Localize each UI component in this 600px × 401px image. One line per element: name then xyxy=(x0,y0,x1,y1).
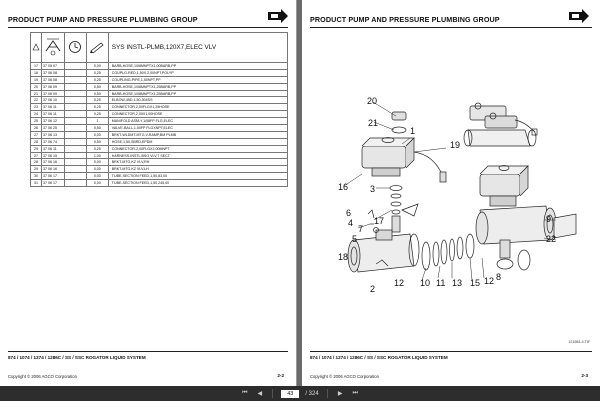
date-cell xyxy=(65,166,87,173)
parts-table-row xyxy=(31,125,288,132)
date-cell xyxy=(65,97,87,104)
right-page xyxy=(302,0,600,386)
parts-table-row xyxy=(31,97,288,104)
part-number: 37 06 16 xyxy=(42,159,65,166)
parts-table-row xyxy=(31,118,288,125)
callout-10: 10 xyxy=(420,278,431,288)
callout-6: 6 xyxy=(346,208,352,218)
right-footer-title: 874 / 1074 / 1274 / 1286C / SS / SSC ROGATOR LIQUID SYSTEM xyxy=(310,355,448,360)
part-number: 37 06 09 xyxy=(42,90,65,97)
callout-12: 12 xyxy=(484,276,495,286)
parts-table-row xyxy=(31,76,288,83)
part-number: 37 05 07 xyxy=(42,63,65,70)
quantity: 1,00 xyxy=(86,152,108,159)
item-number: 28 xyxy=(31,138,42,145)
part-description: MANIFOLD ASM-Y,1/08FP FLG,ELEC xyxy=(108,118,287,125)
parts-table-row xyxy=(31,180,288,187)
callout-20: 20 xyxy=(367,96,378,106)
callout-2: 2 xyxy=(370,284,376,294)
item-number: 19 xyxy=(31,76,42,83)
quantity: 0,50 xyxy=(86,90,108,97)
left-footer-title: 874 / 1074 / 1274 / 1286C / SS / SSC ROGATOR LIQUID SYSTEM xyxy=(8,355,146,360)
parts-table-row xyxy=(31,152,288,159)
part-description: BRKT-MTG,KZ VLV,RH xyxy=(108,159,287,166)
part-number: 37 06 11 xyxy=(42,111,65,118)
part-number: 37 06 17 xyxy=(42,180,65,187)
index-icon xyxy=(32,43,40,51)
part-description: CONNECTOR,2,00FLGX1,25HOSE xyxy=(108,104,287,111)
quantity: 0,00 xyxy=(86,180,108,187)
item-number: 25 xyxy=(31,118,42,125)
left-header-rule xyxy=(8,27,288,28)
next-page-icon[interactable]: ▶ xyxy=(337,391,343,397)
system-description: SYS INSTL-PLMB,120X7,ELEC VLV xyxy=(111,44,217,51)
item-number: 27 xyxy=(31,131,42,138)
part-number: 37 06 74 xyxy=(42,138,65,145)
date-cell xyxy=(65,152,87,159)
part-number: 37 06 16 xyxy=(42,166,65,173)
toolbar-separator xyxy=(272,389,273,398)
part-description: COUPLG-RED,1,50X,2,00NPT,POLYP xyxy=(108,69,287,76)
right-page-number: 2-3 xyxy=(581,373,588,378)
parts-table-row xyxy=(31,90,288,97)
right-page-header: PRODUCT PUMP AND PRESSURE PLUMBING GROUP xyxy=(310,15,500,24)
part-number: 37 06 13 xyxy=(42,131,65,138)
date-icon-cell xyxy=(65,33,87,63)
callout-8: 8 xyxy=(496,272,502,282)
date-cell xyxy=(65,104,87,111)
left-page xyxy=(0,0,297,386)
callout-21: 21 xyxy=(368,118,379,128)
callout-16: 16 xyxy=(338,182,349,192)
date-cell xyxy=(65,90,87,97)
parts-table-body xyxy=(31,63,288,187)
part-number: 37 06 17 xyxy=(42,173,65,180)
item-number: 29 xyxy=(31,145,42,152)
date-cell xyxy=(65,131,87,138)
manual-logo-icon xyxy=(567,8,591,24)
part-description: BARB-HOSE,1/08MNPTX1,25BARB,PP xyxy=(108,83,287,90)
item-number: 22 xyxy=(31,97,42,104)
callout-11: 11 xyxy=(436,278,446,288)
date-cell xyxy=(65,76,87,83)
callout-5: 5 xyxy=(352,234,358,244)
part-number: 37 06 12 xyxy=(42,118,65,125)
quantity: 1 xyxy=(86,118,108,125)
callout-17: 17 xyxy=(374,216,385,226)
quantity: 0,25 xyxy=(86,111,108,118)
parts-table-row xyxy=(31,138,288,145)
quantity: 0,50 xyxy=(86,125,108,132)
callout-4: 4 xyxy=(348,218,354,228)
pdf-toolbar xyxy=(0,386,600,401)
parts-table-row xyxy=(31,173,288,180)
part-number: 37 06 25 xyxy=(42,125,65,132)
callout-3: 3 xyxy=(370,184,376,194)
date-cell xyxy=(65,111,87,118)
callout-18: 18 xyxy=(338,252,349,262)
part-number: 37 06 15 xyxy=(42,152,65,159)
callout-15: 15 xyxy=(470,278,481,288)
date-cell xyxy=(65,125,87,132)
date-cell xyxy=(65,83,87,90)
date-cell xyxy=(65,145,87,152)
quantity: 0,50 xyxy=(86,138,108,145)
callout-1: 1 xyxy=(410,126,416,136)
quantity: 0,25 xyxy=(86,104,108,111)
manual-logo-icon xyxy=(266,8,290,24)
pencil-icon xyxy=(89,41,105,53)
part-number: 37 06 08 xyxy=(42,76,65,83)
callout-12: 12 xyxy=(394,278,405,288)
part-description: COUPLING-PIPE,1,50NPT,PP xyxy=(108,76,287,83)
quantity: 0,00 xyxy=(86,173,108,180)
item-number: 28 xyxy=(31,159,42,166)
part-number-icon-cell xyxy=(42,33,65,63)
parts-table-row xyxy=(31,131,288,138)
callout-19: 19 xyxy=(450,140,461,150)
page-number-input[interactable] xyxy=(281,390,299,398)
date-cell xyxy=(65,63,87,70)
part-number: 37 06 11 xyxy=(42,145,65,152)
part-description: HARNESS-INSTL,BSO VLV,7 SECT xyxy=(108,152,287,159)
quantity-icon-cell xyxy=(86,33,108,63)
first-page-icon[interactable]: ⏮ xyxy=(242,390,248,396)
parts-table-row xyxy=(31,83,288,90)
quantity: 0,00 xyxy=(86,63,108,70)
quantity: 0,50 xyxy=(86,83,108,90)
callout-22: 22 xyxy=(546,234,557,244)
parts-table-header xyxy=(31,33,288,63)
date-cell xyxy=(65,159,87,166)
part-number: 37 06 08 xyxy=(42,69,65,76)
date-cell xyxy=(65,138,87,145)
parts-table-row xyxy=(31,63,288,70)
quantity: 0,00 xyxy=(86,131,108,138)
item-number: 29 xyxy=(31,166,42,173)
parts-table-row xyxy=(31,159,288,166)
item-number: 23 xyxy=(31,104,42,111)
date-cell xyxy=(65,173,87,180)
quantity: 0,00 xyxy=(86,159,108,166)
item-number: 18 xyxy=(31,69,42,76)
part-number: 37 06 10 xyxy=(42,97,65,104)
left-page-header: PRODUCT PUMP AND PRESSURE PLUMBING GROUP xyxy=(8,15,198,24)
page-count: / 324 xyxy=(305,390,319,397)
part-number: 37 06 11 xyxy=(42,104,65,111)
item-number: 17 xyxy=(31,63,42,70)
item-number: 24 xyxy=(31,111,42,118)
right-footer-rule xyxy=(310,351,592,352)
part-description: BARB-HOSE,1/08MNPTX1,00BARB,PP xyxy=(108,63,287,70)
part-description: BRKT-WLDMT-MTG,V-RAMP,BM PLMB xyxy=(108,131,287,138)
part-description: VALVE-BALL,1,00FP FLGXNPT,ELEC xyxy=(108,125,287,132)
item-number: 21 xyxy=(31,90,42,97)
last-page-icon[interactable]: ⏭ xyxy=(352,390,358,396)
parts-table-row xyxy=(31,111,288,118)
right-header-rule xyxy=(310,27,592,28)
item-number: 26 xyxy=(31,125,42,132)
part-description: CONNECTOR,2,00X1,00HOSE xyxy=(108,111,287,118)
callout-9: 9 xyxy=(546,214,552,224)
callout-7: 7 xyxy=(358,224,364,234)
part-description: CONNECTOR-2,00FLGX2,00MNPT xyxy=(108,145,287,152)
part-number-icon xyxy=(43,35,63,59)
item-number: 27 xyxy=(31,152,42,159)
left-page-number: 2-2 xyxy=(277,373,284,378)
right-copyright: Copyright © 2006 AGCO Corporation xyxy=(310,374,379,379)
parts-table-row xyxy=(31,145,288,152)
part-description: BRKT-MTG,KZ VLV,LH xyxy=(108,166,287,173)
date-cell xyxy=(65,180,87,187)
index-icon-cell xyxy=(31,33,42,63)
quantity: 0,25 xyxy=(86,145,108,152)
parts-table-row xyxy=(31,166,288,173)
part-description: HOSE,1,50,SBRD,EPDM xyxy=(108,138,287,145)
parts-table xyxy=(30,32,288,187)
figure-id: 121983-4.TIF xyxy=(568,340,590,344)
diagram-drawing xyxy=(344,102,576,280)
item-number: 31 xyxy=(31,180,42,187)
parts-table-row xyxy=(31,69,288,76)
callout-13: 13 xyxy=(452,278,463,288)
quantity: 0,25 xyxy=(86,76,108,83)
part-description: ELBOW-45D,1,50-304SS xyxy=(108,97,287,104)
part-number: 37 06 09 xyxy=(42,83,65,90)
clock-icon xyxy=(68,40,82,54)
item-number: 20 xyxy=(31,83,42,90)
part-description: TUBE-SECTION FEED,1,50,245,00 xyxy=(108,180,287,187)
prev-page-icon[interactable]: ◀ xyxy=(257,391,263,397)
part-description: BARB-HOSE,1/08MNPTX1,25BARB,PP xyxy=(108,90,287,97)
quantity: 0,00 xyxy=(86,166,108,173)
part-description: TUBE-SECTION FEED,1,50,83,00 xyxy=(108,173,287,180)
toolbar-separator xyxy=(327,389,328,398)
left-copyright: Copyright © 2006 AGCO Corporation xyxy=(8,374,77,379)
left-footer-rule xyxy=(8,351,288,352)
quantity: 0,25 xyxy=(86,69,108,76)
date-cell xyxy=(65,118,87,125)
quantity: 0,25 xyxy=(86,97,108,104)
item-number: 30 xyxy=(31,173,42,180)
parts-table-row xyxy=(31,104,288,111)
exploded-parts-diagram xyxy=(310,34,592,350)
date-cell xyxy=(65,69,87,76)
